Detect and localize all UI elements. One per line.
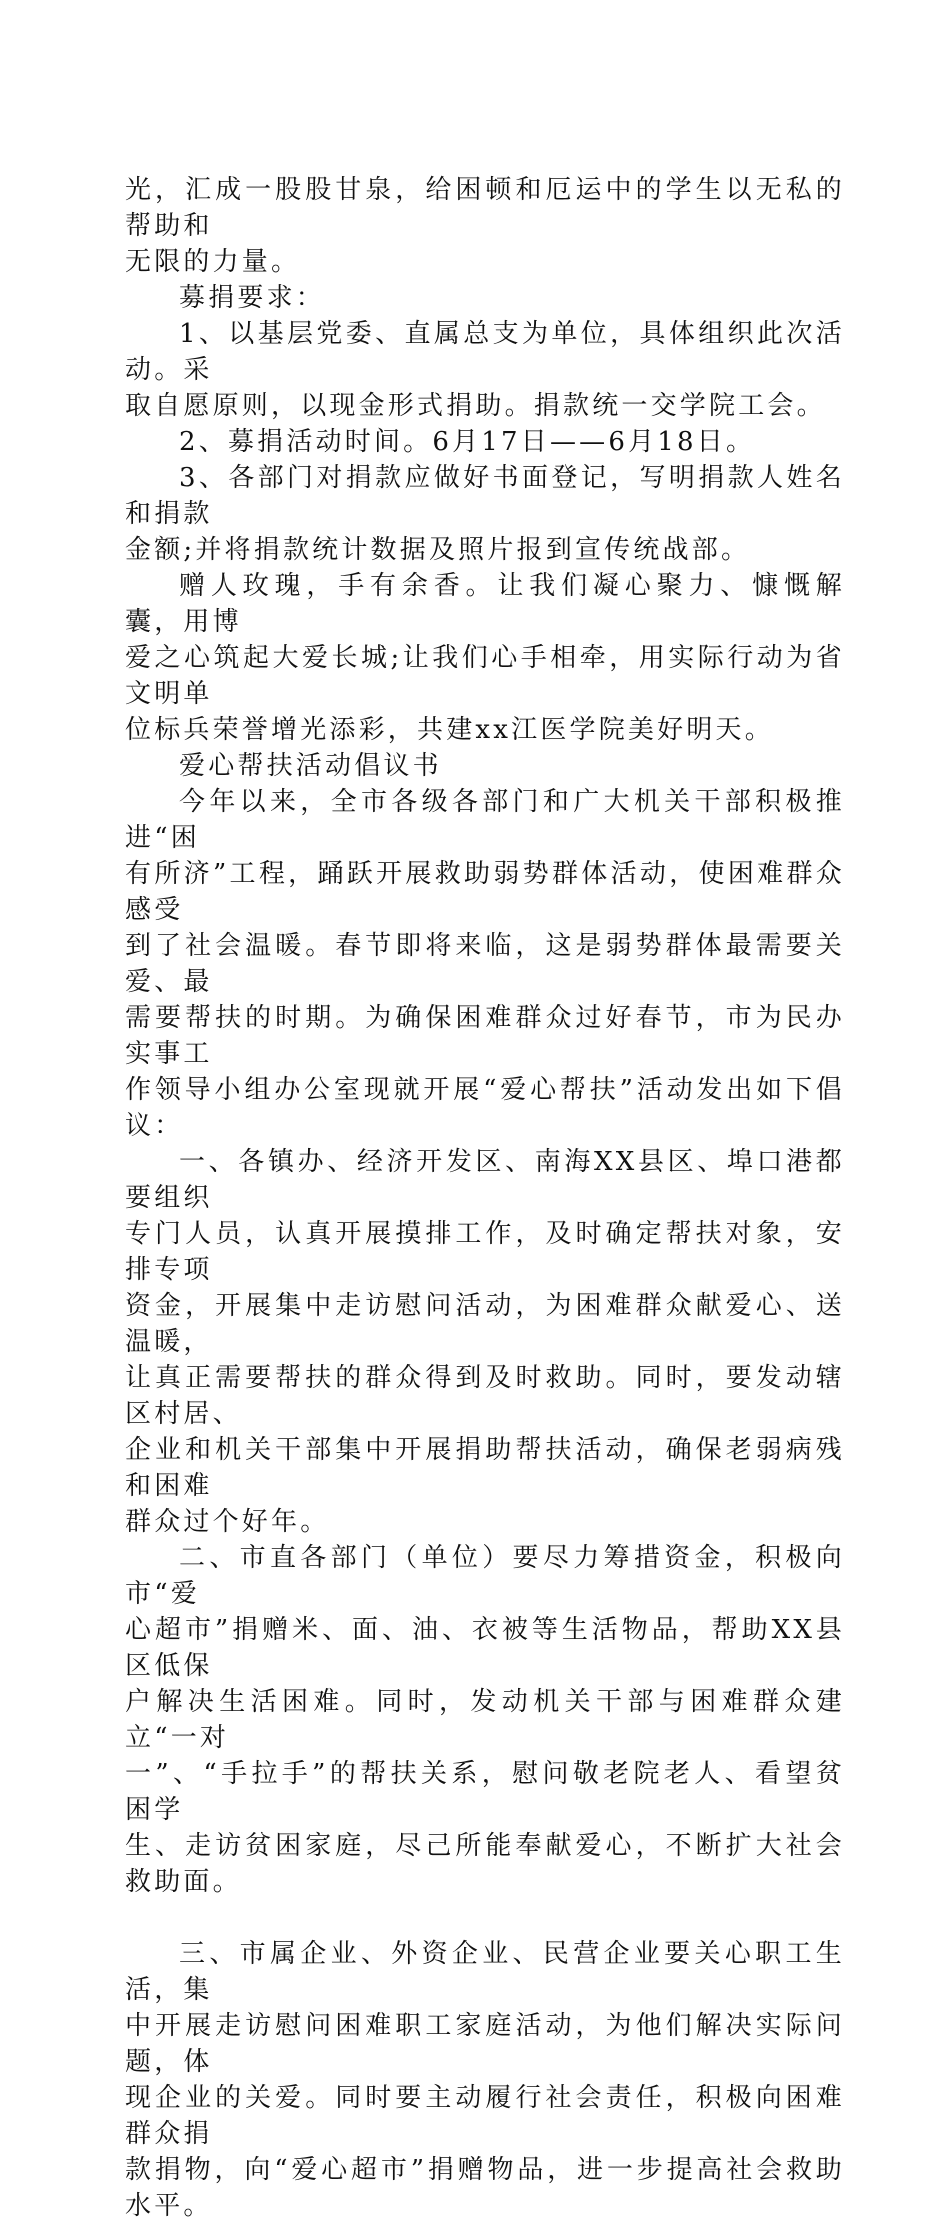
paragraph-continuation [125,172,845,280]
text-line: 到了社会温暖。春节即将来临，这是弱势群体最需要关爱、最 [125,931,845,997]
text-line: 款捐物，向“爱心超市”捐赠物品，进一步提高社会救助水平。 [125,2155,845,2221]
text-line: 位标兵荣誉增光添彩，共建xx江医学院美好明天。 [125,715,774,745]
text-line: 专门人员，认真开展摸排工作，及时确定帮扶对象，安排专项 [125,1219,845,1285]
proposal-item-2 [125,1540,845,1900]
text-line: 光，汇成一股股甘泉，给困顿和厄运中的学生以无私的帮助和 [125,175,845,241]
document-title-proposal [125,748,845,784]
text-line: 作领导小组办公室现就开展“爱心帮扶”活动发出如下倡议： [125,1075,845,1141]
text-line: 无限的力量。 [125,247,301,277]
text-line: 金额;并将捐款统计数据及照片报到宣传统战部。 [125,535,751,565]
text-line: 让真正需要帮扶的群众得到及时救助。同时，要发动辖区村居、 [125,1363,845,1429]
proposal-item-1 [125,1144,845,1540]
blank-line [125,1900,845,1936]
text-line: 募捐要求： [179,283,326,313]
text-line: 2、募捐活动时间。6月17日——6月18日。 [179,427,756,457]
text-line: 心超市”捐赠米、面、油、衣被等生活物品，帮助XX县区低保 [125,1615,845,1681]
text-line: 一”、“手拉手”的帮扶关系，慰问敬老院老人、看望贫困学 [125,1759,845,1825]
text-line: 今年以来，全市各级各部门和广大机关干部积极推进“困 [125,787,845,853]
requirement-item-1 [125,316,845,424]
closing-appeal-paragraph [125,568,845,748]
text-line: 中开展走访慰问困难职工家庭活动，为他们解决实际问题，体 [125,2011,845,2077]
text-line: 爱心帮扶活动倡议书 [179,751,442,781]
text-line: 三、市属企业、外资企业、民营企业要关心职工生活，集 [125,1939,845,2005]
text-line: 3、各部门对捐款应做好书面登记，写明捐款人姓名和捐款 [125,463,845,529]
requirement-item-2 [125,424,845,460]
text-line: 二、市直各部门（单位）要尽力筹措资金，积极向市“爱 [125,1543,845,1609]
text-line: 赠人玫瑰，手有余香。让我们凝心聚力、慷慨解囊，用博 [125,571,845,637]
proposal-item-3 [125,1936,845,2224]
text-line: 需要帮扶的时期。为确保困难群众过好春节，市为民办实事工 [125,1003,845,1069]
section-heading-donation-requirements [125,280,845,316]
text-line: 爱之心筑起大爱长城;让我们心手相牵，用实际行动为省文明单 [125,643,845,709]
proposal-intro-paragraph [125,784,845,1144]
text-line: 取自愿原则，以现金形式捐助。捐款统一交学院工会。 [125,391,826,421]
text-line: 资金，开展集中走访慰问活动，为困难群众献爱心、送温暖， [125,1291,845,1357]
text-line: 现企业的关爱。同时要主动履行社会责任，积极向困难群众捐 [125,2083,845,2149]
text-line: 群众过个好年。 [125,1507,330,1537]
text-line: 一、各镇办、经济开发区、南海XX县区、埠口港都要组织 [125,1147,845,1213]
text-line: 生、走访贫困家庭，尽己所能奉献爱心，不断扩大社会救助面。 [125,1831,845,1897]
document-body [125,172,845,2224]
requirement-item-3 [125,460,845,568]
text-line: 企业和机关干部集中开展捐助帮扶活动，确保老弱病残和困难 [125,1435,845,1501]
text-line: 1、以基层党委、直属总支为单位，具体组织此次活动。采 [125,319,845,385]
text-line: 户解决生活困难。同时，发动机关干部与困难群众建立“一对 [125,1687,845,1753]
text-line: 有所济”工程，踊跃开展救助弱势群体活动，使困难群众感受 [125,859,845,925]
